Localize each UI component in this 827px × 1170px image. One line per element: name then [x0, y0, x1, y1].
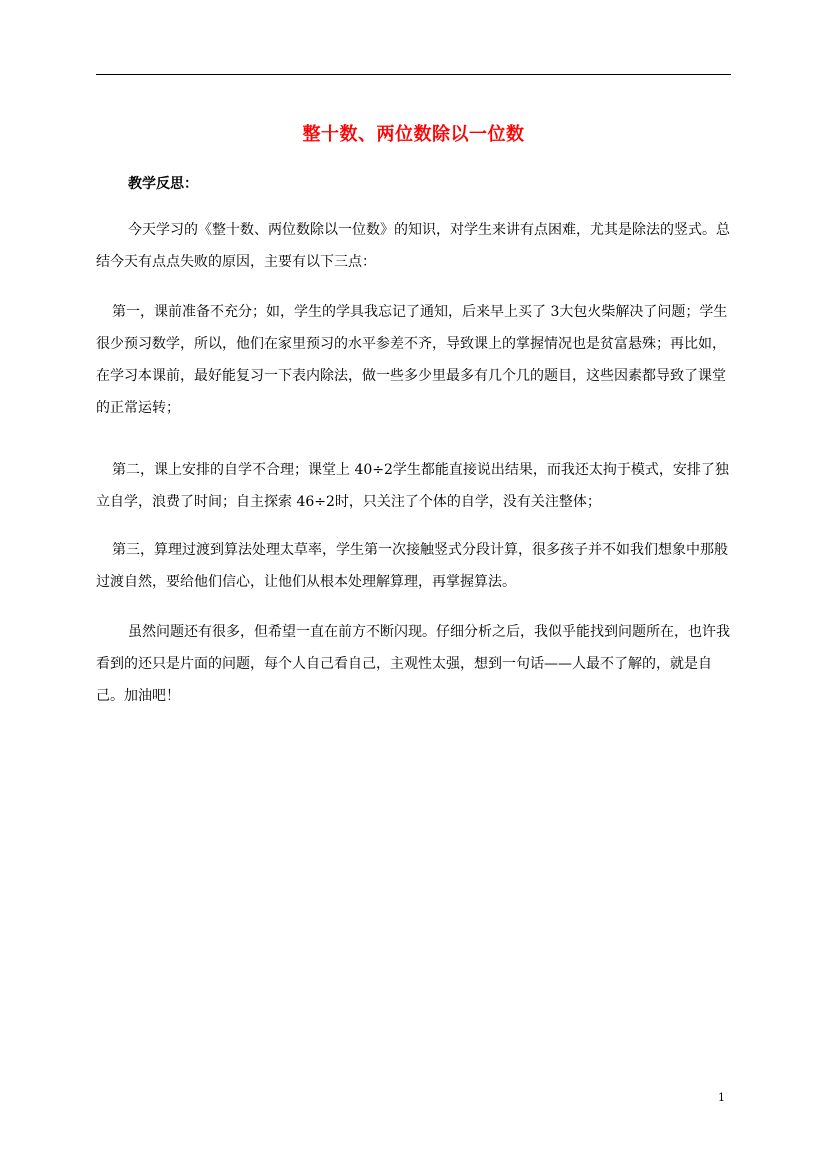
paragraph-conclusion: 虽然问题还有很多，但希望一直在前方不断闪现。仔细分析之后，我似乎能找到问题所在，也许我看到的还只是片面的问题，每个人自己看自己，主观性太强，想到一句话——人最不了解的，就是自己。加油吧！: [96, 624, 730, 704]
section-label: 教学反思：: [128, 176, 198, 192]
paragraph-intro: 今天学习的《整十数、两位数除以一位数》的知识，对学生来讲有点困难，尤其是除法的竖式。总结今天有点点失败的原因，主要有以下三点：: [96, 222, 730, 270]
paragraph-point-one: 第一，课前准备不充分；如，学生的学具我忘记了通知，后来早上买了 3大包火柴解决了问题；学生很少预习数学，所以，他们在家里预习的水平参差不齐，导致课上的掌握情况也是贫富悬殊；再比如，在学习本课前，最好能复习一下表内除法，做一些多少里最多有几个几的题目，这些因素都导致了课堂的正常运转；: [96, 304, 728, 416]
paragraph-point-three: 第三，算理过渡到算法处理太草率，学生第一次接触竖式分段计算，很多孩子并不如我们想象中那般过渡自然，要给他们信心，让他们从根本处理解算理，再掌握算法。: [96, 542, 728, 590]
document-title: 整十数、两位数除以一位数: [302, 124, 525, 145]
page-number: 1: [718, 1091, 725, 1104]
header-rule: [96, 74, 731, 75]
paragraph-point-two: 第二，课上安排的自学不合理；课堂上 40÷2学生都能直接说出结果，而我还太拘于模式，安排了独立自学，浪费了时间；自主探索 46÷2时，只关注了个体的自学，没有关注整体；: [96, 462, 729, 510]
